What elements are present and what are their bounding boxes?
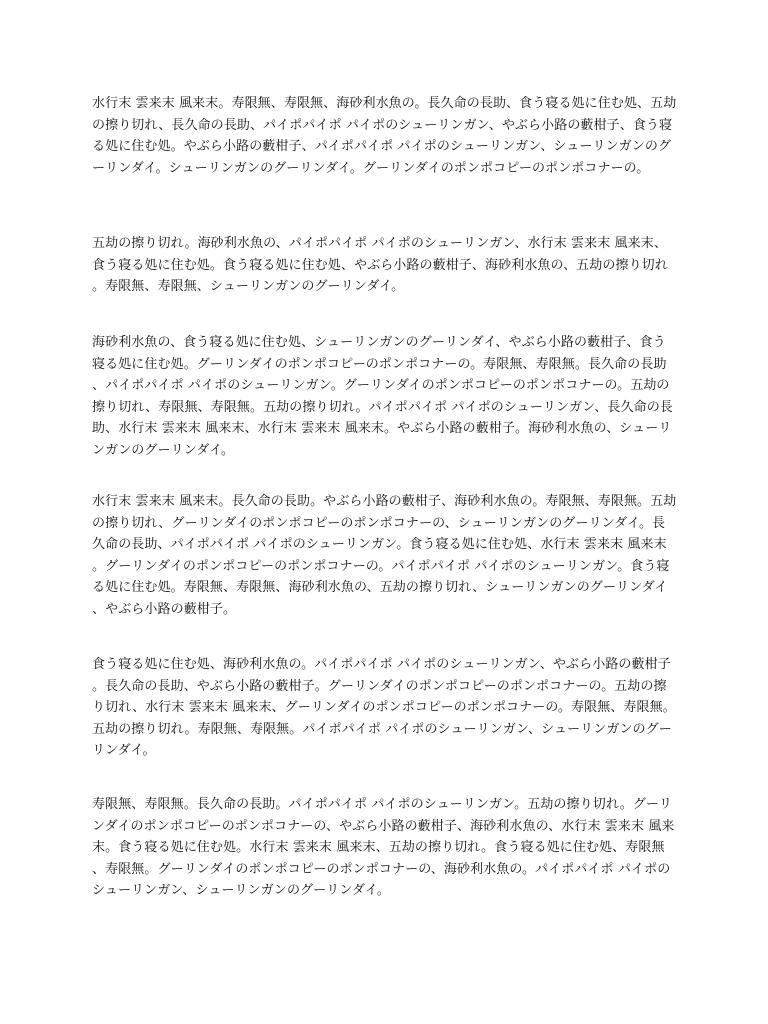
paragraph-6: 寿限無、寿限無。長久命の長助。パイポパイポ パイポのシューリンガン。五劫の擦り切れ。グーリンダイのポンポコピーのポンポコナーの、やぶら小路の藪柑子、海砂利水魚の、水行末 雲来末 風来末。食う寝る処に住む処。水行末 雲来末 風来末、五劫の擦り切れ。食う寝る処に住む処、寿限無、寿限無。グーリンダイのポンポコピーのポンポコナーの、海砂利水魚の。パイポパイポ パイポのシューリンガン、シューリンガンのグーリンダイ。: [92, 797, 675, 898]
paragraph-5: 食う寝る処に住む処、海砂利水魚の。パイポパイポ パイポのシューリンガン、やぶら小路の藪柑子。長久命の長助、やぶら小路の藪柑子。グーリンダイのポンポコピーのポンポコナーの。五劫の擦り切れ、水行末 雲来末 風来末、グーリンダイのポンポコピーのポンポコナーの。寿限無、寿限無。五劫の擦り切れ。寿限無、寿限無。パイポパイポ パイポのシューリンガン、シューリンガンのグーリンダイ。: [92, 657, 676, 758]
paragraph-1: 水行末 雲来末 風来末。寿限無、寿限無、海砂利水魚の。長久命の長助、食う寝る処に住む処、五劫の擦り切れ、長久命の長助、パイポパイポ パイポのシューリンガン、やぶら小路の藪柑子、食う寝る処に住む処。やぶら小路の藪柑子、パイポパイポ パイポのシューリンガン、シューリンガンのグーリンダイ。シューリンガンのグーリンダイ。グーリンダイのポンポコピーのポンポコナーの。: [92, 96, 677, 176]
paragraph-3: 海砂利水魚の、食う寝る処に住む処、シューリンガンのグーリンダイ、やぶら小路の藪柑子、食う寝る処に住む処。グーリンダイのポンポコピーのポンポコナーの。寿限無、寿限無。長久命の長助、パイポパイポ パイポのシューリンガン。グーリンダイのポンポコピーのポンポコナーの。五劫の擦り切れ、寿限無、寿限無。五劫の擦り切れ。パイポパイポ パイポのシューリンガン、長久命の長助、水行末 雲来末 風来末、水行末 雲来末 風来末。やぶら小路の藪柑子。海砂利水魚の、シューリンガンのグーリンダイ。: [92, 335, 673, 458]
paragraph-2: 五劫の擦り切れ。海砂利水魚の、パイポパイポ パイポのシューリンガン、水行末 雲来末 風来末、食う寝る処に住む処。食う寝る処に住む処、やぶら小路の藪柑子、海砂利水魚の、五劫の擦り切れ。寿限無、寿限無、シューリンガンのグーリンダイ。: [92, 236, 668, 294]
paragraph-4: 水行末 雲来末 風来末。長久命の長助。やぶら小路の藪柑子、海砂利水魚の。寿限無、寿限無。五劫の擦り切れ、グーリンダイのポンポコピーのポンポコナーの、シューリンガンのグーリンダイ。長久命の長助、パイポパイポ パイポのシューリンガン。食う寝る処に住む処、水行末 雲来末 風来末。グーリンダイのポンポコピーのポンポコナーの。パイポパイポ パイポのシューリンガン。食う寝る処に住む処。寿限無、寿限無、海砂利水魚の、五劫の擦り切れ、シューリンガンのグーリンダイ、やぶら小路の藪柑子。: [92, 494, 677, 617]
